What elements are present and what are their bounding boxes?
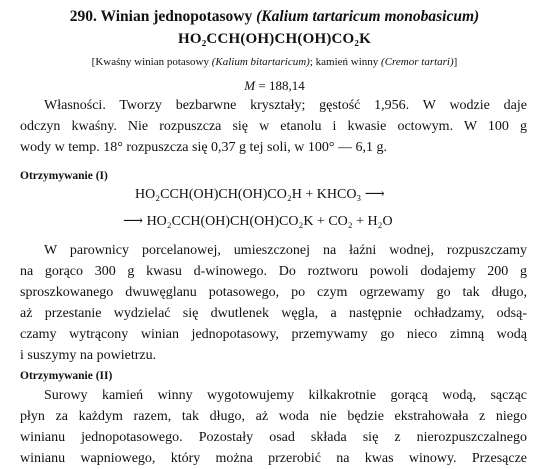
- procedure-paragraph-1: [20, 240, 527, 366]
- text-line: Własności. Tworzy bezbarwne kryształy; gęstość 1,956. W wodzie daje: [44, 98, 527, 113]
- compound-formula: HO₂CCH(OH)CH(OH)CO₂K: [178, 31, 371, 47]
- text-line: W parownicy porcelanowej, umieszczonej na łaźni wodnej, rozpuszczamy: [44, 243, 527, 258]
- text-line: czamy wytrącony winian jednopotasowy, przemywamy go nieco zimną wodą: [20, 327, 527, 342]
- reaction-line-2: ⟶ HO₂CCH(OH)CH(OH)CO₂K + CO₂ + H₂O: [123, 214, 393, 229]
- text-line: i suszymy na powietrzu.: [20, 348, 157, 363]
- text-line: winianu jednopotasowego. Pozostały osad składa się z nierozpuszczalnego: [20, 430, 527, 445]
- text-line: na gorąco 300 g kwasu d-winowego. Do roztworu powoli dodajemy 200 g: [20, 264, 527, 279]
- procedure-paragraph-2: [20, 385, 527, 469]
- properties-paragraph: [20, 95, 527, 158]
- text-line: wody w temp. 18° rozpuszcza się 0,37 g tej soli, w 100° — 6,1 g.: [20, 140, 387, 155]
- text-line: Surowy kamień winny wygotowujemy kilkakrotnie gorącą wodą, sącząc: [44, 388, 527, 403]
- compound-synonyms: [Kwaśny winian potasowy (Kalium bitartaricum); kamień winny (Cremor tartari)]: [91, 56, 458, 68]
- text-line: płyn za każdym razem, tak długo, aż woda nie będzie ekstrahowała z niego: [20, 409, 527, 424]
- text-line: sproszkowanego dwuwęglanu potasowego, po czym ogrzewamy go tak długo,: [20, 285, 527, 300]
- section-heading-2: Otrzymywanie (II): [20, 370, 113, 382]
- section-heading-1: Otrzymywanie (I): [20, 170, 108, 182]
- text-line: odczyn kwaśny. Nie rozpuszcza się w etanolu i kwasie octowym. W 100 g: [20, 119, 527, 134]
- molar-mass: M = 188,14: [244, 78, 305, 93]
- reaction-line-1: HO₂CCH(OH)CH(OH)CO₂H + KHCO₃ ⟶: [135, 187, 385, 202]
- compound-name: Winian jednopotasowy: [100, 8, 253, 25]
- entry-number: 290.: [69, 8, 97, 25]
- text-line: winianu wapniowego, który można przerobić na kwas winowy. Przesącze: [20, 451, 527, 466]
- text-line: aż przestanie wydzielać się dwutlenek węgla, a następnie ochładzamy, odsą-: [20, 306, 527, 321]
- compound-latin-name: (Kalium tartaricum monobasicum): [256, 8, 480, 25]
- compound-title: [0, 8, 549, 26]
